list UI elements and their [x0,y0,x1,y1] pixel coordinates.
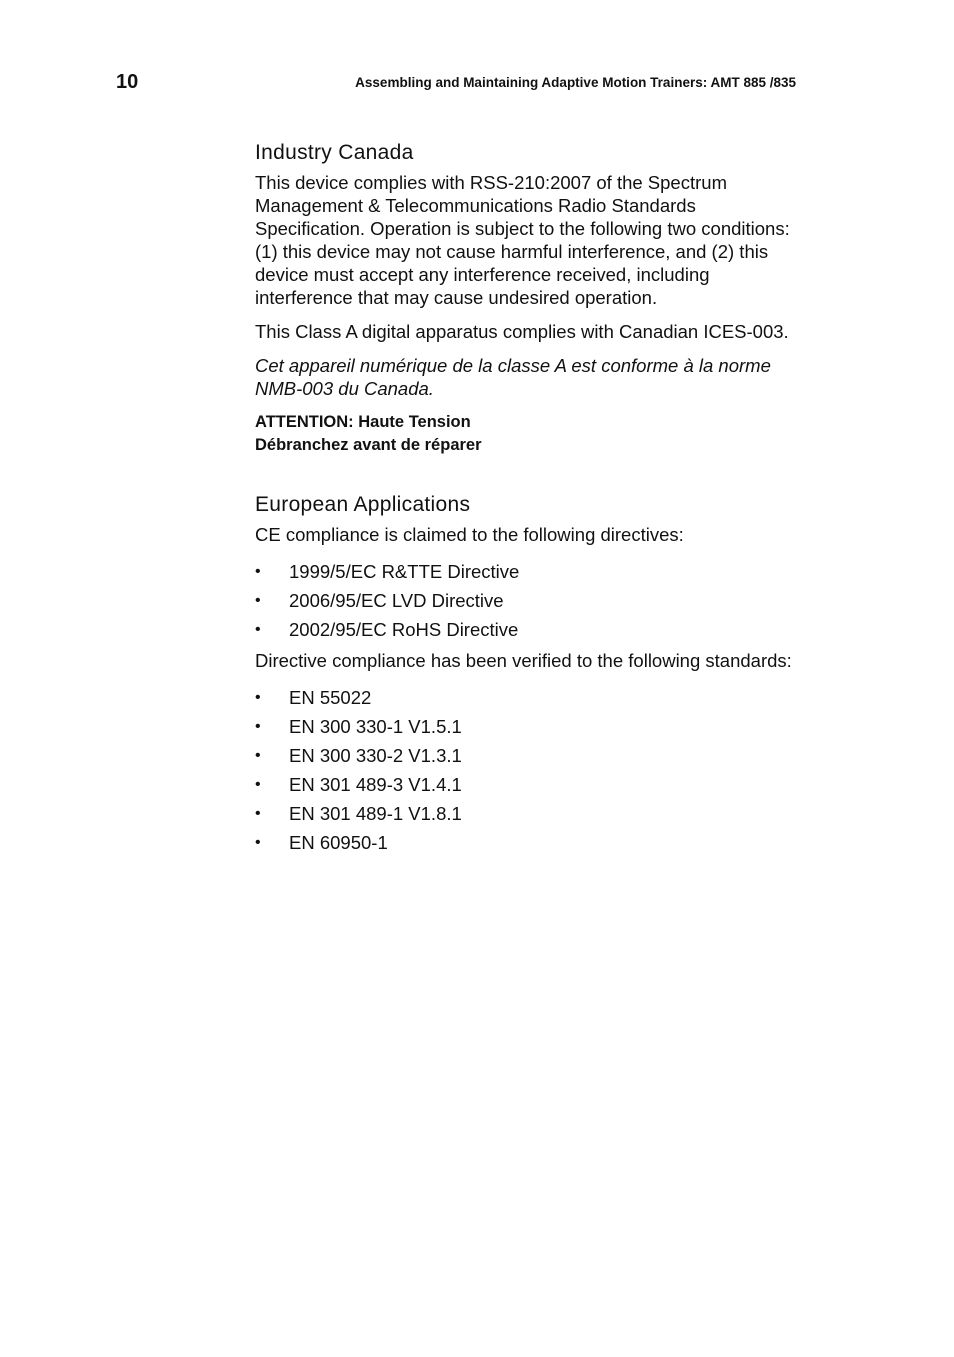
european-applications-section [255,491,800,857]
ices-compliance-paragraph: This Class A digital apparatus complies with Canadian ICES-003. [255,321,789,342]
bullet-icon: • [255,747,261,764]
standard-text: EN 60950-1 [289,832,388,853]
list-item [255,828,800,857]
rss-compliance-paragraph: This device complies with RSS-210:2007 of the Spectrum Management & Telecommunications Radio Standards Specification. Operation is subject to the following two conditions: (1) this device may not cause harmful interference, and (2) this device must accept any interference received, including interference that may cause undesired operation. [255,172,790,308]
standard-text: EN 55022 [289,687,372,708]
directive-text: 1999/5/EC R&TTE Directive [289,561,520,582]
directives-list [255,557,800,644]
industry-canada-section [255,139,800,457]
bullet-icon: • [255,621,261,638]
european-applications-heading: European Applications [255,493,471,516]
page-number: 10 [116,71,139,93]
list-item [255,586,800,615]
standard-text: EN 300 330-1 V1.5.1 [289,716,462,737]
running-header-title: Assembling and Maintaining Adaptive Motion Trainers: AMT 885 /835 [355,75,796,90]
standard-text: EN 301 489-1 V1.8.1 [289,803,462,824]
bullet-icon: • [255,834,261,851]
standards-list [255,683,800,857]
list-item [255,683,800,712]
directive-text: 2002/95/EC RoHS Directive [289,619,519,640]
list-item [255,712,800,741]
list-item [255,770,800,799]
bullet-icon: • [255,592,261,609]
standards-intro: Directive compliance has been verified to the following standards: [255,650,792,671]
industry-canada-heading: Industry Canada [255,141,414,164]
ce-compliance-intro: CE compliance is claimed to the following directives: [255,524,684,545]
french-compliance-paragraph: Cet appareil numérique de la classe A est conforme à la norme NMB-003 du Canada. [255,355,771,399]
attention-warning-line2: Débranchez avant de réparer [255,436,482,454]
list-item [255,741,800,770]
list-item [255,799,800,828]
standard-text: EN 300 330-2 V1.3.1 [289,745,462,766]
bullet-icon: • [255,776,261,793]
standard-text: EN 301 489-3 V1.4.1 [289,774,462,795]
list-item [255,615,800,644]
directive-text: 2006/95/EC LVD Directive [289,590,504,611]
bullet-icon: • [255,805,261,822]
attention-warning-line1: ATTENTION: Haute Tension [255,413,471,431]
page-content [255,139,800,862]
list-item [255,557,800,586]
bullet-icon: • [255,563,261,580]
bullet-icon: • [255,689,261,706]
bullet-icon: • [255,718,261,735]
